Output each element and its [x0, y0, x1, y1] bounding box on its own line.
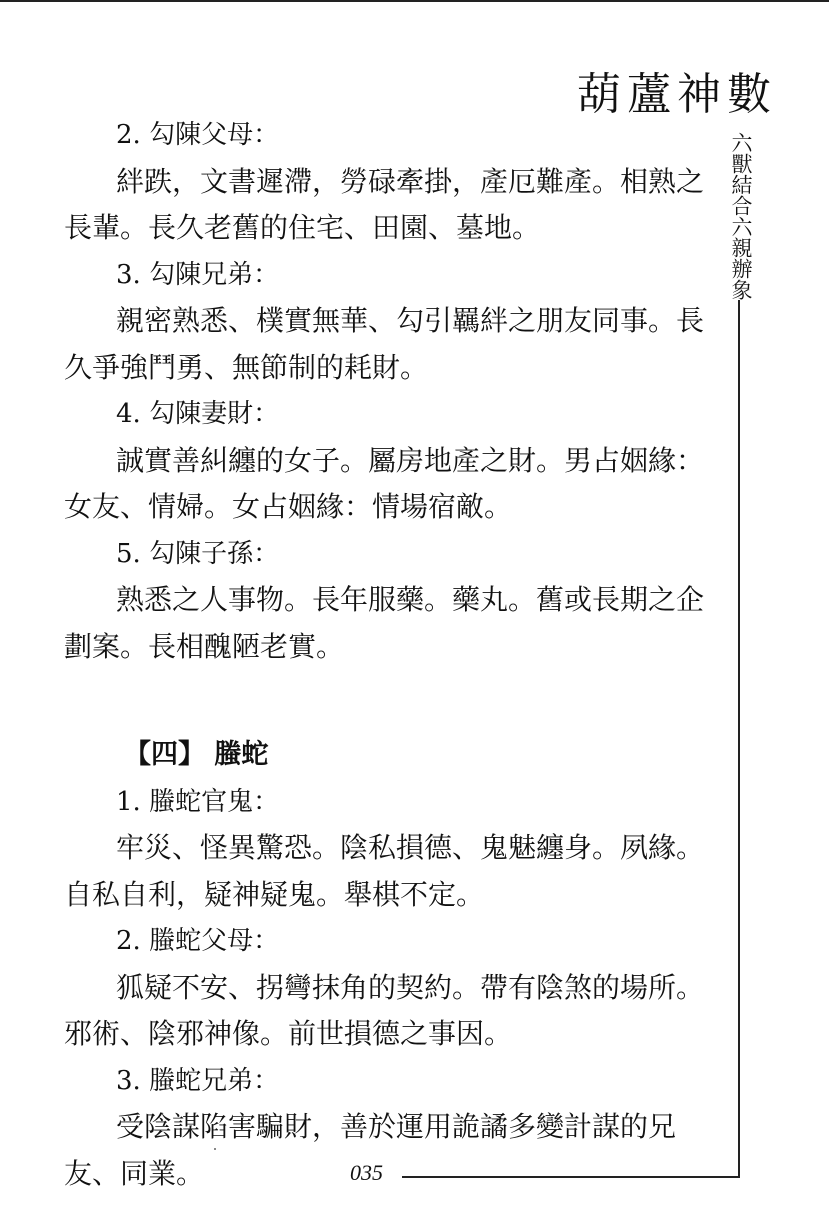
top-border — [0, 0, 829, 2]
paragraph-continuation: 久爭強鬥勇、無節制的耗財。 — [64, 350, 429, 384]
subheading: 2. 勾陳父母： — [116, 120, 280, 150]
paragraph-line: 狐疑不安、拐彎抹角的契約。帶有陰煞的場所。 — [116, 970, 705, 1004]
paragraph-continuation: 長輩。長久老舊的住宅、田園、墓地。 — [64, 211, 541, 244]
paragraph-line: 誠實善糾纏的女子。屬房地產之財。男占姻緣： — [116, 443, 705, 477]
subheading: 1. 螣蛇官鬼： — [116, 786, 280, 817]
book-title: 葫蘆神數 — [577, 69, 777, 120]
footer-divider — [402, 1176, 740, 1178]
paragraph-continuation: 自私自利，疑神疑鬼。舉棋不定。 — [64, 877, 485, 911]
subheading: 5. 勾陳子孫： — [116, 538, 280, 569]
chapter-divider — [738, 300, 740, 1178]
subheading: 3. 勾陳兄弟： — [116, 259, 280, 290]
paragraph-line: 熟悉之人事物。長年服藥。藥丸。舊或長期之企 — [116, 583, 705, 616]
scan-speck — [214, 1148, 216, 1150]
paragraph-line: 親密熟悉、樸實無華、勾引羈絆之朋友同事。長 — [116, 304, 705, 337]
page-number: 035 — [350, 1160, 383, 1185]
paragraph-continuation: 邪術、陰邪神像。前世損德之事因。 — [64, 1017, 513, 1050]
subheading: 2. 螣蛇父母： — [116, 926, 280, 956]
subheading: 4. 勾陳妻財： — [116, 399, 280, 429]
section-gap — [64, 670, 670, 732]
paragraph-line: 絆跌，文書遲滯，勞碌牽掛，產厄難產。相熟之 — [116, 164, 705, 198]
subheading: 3. 螣蛇兄弟： — [116, 1065, 280, 1096]
paragraph-continuation: 女友、情婦。女占姻緣：情場宿敵。 — [64, 490, 513, 523]
chapter-title: 六獸結合六親辦象 — [729, 132, 753, 300]
paragraph-line: 受陰謀陷害騙財，善於運用詭譎多變計謀的兄 — [116, 1110, 677, 1143]
paragraph-line: 牢災、怪異驚恐。陰私損德、鬼魅纏身。夙緣。 — [116, 831, 705, 864]
paragraph-continuation: 劃案。長相醜陋老實。 — [64, 629, 345, 663]
page-body — [64, 112, 705, 1197]
section-heading: 【四】 螣蛇 — [124, 739, 269, 770]
paragraph-continuation: 友、同業。 — [64, 1156, 205, 1190]
